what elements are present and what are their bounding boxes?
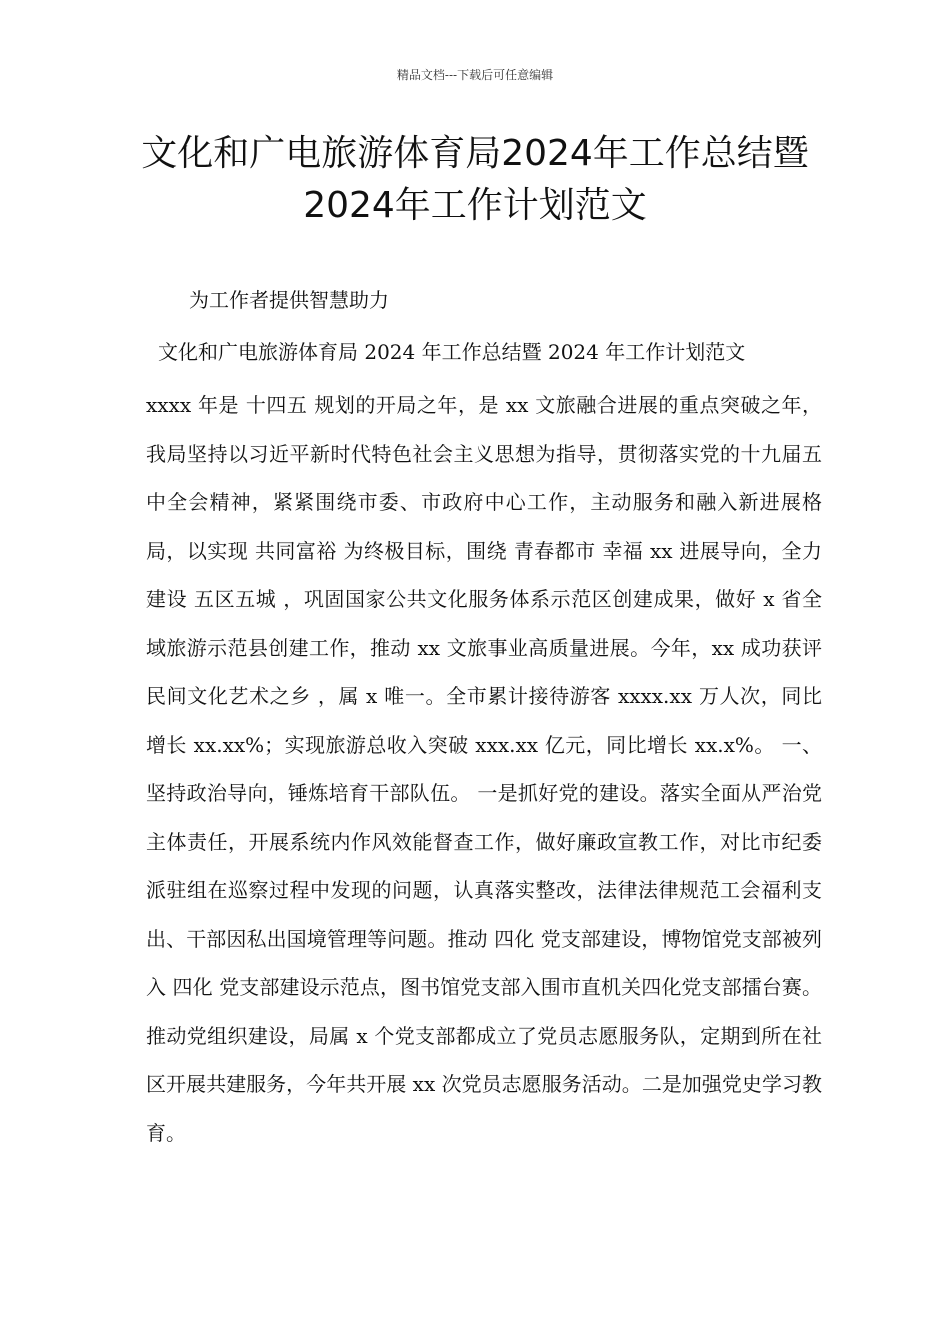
header-note: 精品文档---下载后可任意编辑 (396, 68, 554, 82)
document-subtitle: 为工作者提供智慧助力 (189, 288, 389, 312)
document-title: 文化和广电旅游体育局2024年工作总结暨2024年工作计划范文 (141, 133, 809, 226)
intro-line: 文化和广电旅游体育局 2024 年工作总结暨 2024 年工作计划范文 (158, 340, 746, 364)
body-paragraph: xxxx 年是 十四五 规划的开局之年，是 xx 文旅融合进展的重点突破之年，我局坚持以习近平新时代特色社会主义思想为指导，贯彻落实党的十九届五中全会精神，紧紧围绕市委、市政府中心工作，主动服务和融入新进展格局，以实现 共同富裕 为终极目标，围绕 青春都市 幸福 xx 进展导向，全力建设 五区五城 ，巩固国家公共文化服务体系示范区创建成果，做好 x 省全域旅游示范县创建工作，推动 xx 文旅事业高质量进展。今年，xx 成功获评 民间文化艺术之乡 ，属 x 唯一。全市累计接待游客 xxxx.xx 万人次，同比增长 xx.xx%；实现旅游总收入突破 xxx.xx 亿元，同比增长 xx.x%。 一、坚持政治导向，锤炼培育干部队伍。 一是抓好党的建设。落实全面从严治党主体责任，开展系统内作风效能督查工作，做好廉政宣教工作，对比市纪委派驻组在巡察过程中发现的问题，认真落实整改，法律法律规范工会福利支出、干部因私出国境管理等问题。推动 四化 党支部建设，博物馆党支部被列入 四化 党支部建设示范点，图书馆党支部入围市直机关四化党支部擂台赛。推动党组织建设，局属 x 个党支部都成立了党员志愿服务队，定期到所在社区开展共建服务，今年共开展 xx 次党员志愿服务活动。二是加强党史学习教育。 (146, 393, 822, 1145)
